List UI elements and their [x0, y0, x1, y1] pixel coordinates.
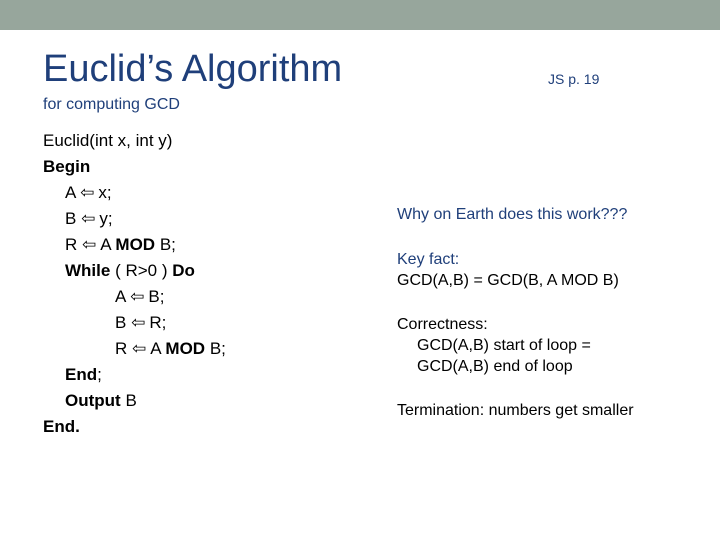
note-key-fact-text: GCD(A,B) = GCD(B, A MOD B)	[397, 272, 619, 289]
slide-title: Euclid’s Algorithm	[43, 48, 343, 90]
note-correctness-label: Correctness:	[397, 316, 488, 333]
code-while: While ( R>0 ) Do	[65, 261, 195, 280]
note-correctness-line1: GCD(A,B) start of loop =	[417, 337, 591, 354]
code-loop-r: R ⇦ A MOD B;	[115, 339, 226, 358]
code-loop-b: B ⇦ R;	[115, 313, 167, 332]
code-signature: Euclid(int x, int y)	[43, 131, 173, 150]
note-correctness-line2: GCD(A,B) end of loop	[417, 358, 573, 375]
note-termination: Termination: numbers get smaller	[397, 402, 634, 419]
top-bar	[0, 0, 720, 30]
left-arrow-icon: ⇦	[132, 339, 147, 358]
left-arrow-icon: ⇦	[80, 183, 95, 202]
page-reference: JS p. 19	[548, 71, 600, 87]
left-arrow-icon: ⇦	[81, 209, 96, 228]
code-end-final: End.	[43, 417, 80, 436]
code-output: Output B	[65, 391, 137, 410]
note-question: Why on Earth does this work???	[397, 206, 628, 223]
slide-subtitle: for computing GCD	[43, 96, 180, 113]
code-assign-b: B ⇦ y;	[65, 209, 113, 228]
code-begin: Begin	[43, 157, 91, 176]
left-arrow-icon: ⇦	[130, 287, 145, 306]
note-key-fact-label: Key fact:	[397, 251, 460, 268]
code-end: End;	[65, 365, 102, 384]
code-loop-a: A ⇦ B;	[115, 287, 165, 306]
code-assign-a: A ⇦ x;	[65, 183, 112, 202]
left-arrow-icon: ⇦	[131, 313, 146, 332]
left-arrow-icon: ⇦	[82, 235, 97, 254]
code-assign-r: R ⇦ A MOD B;	[65, 235, 176, 254]
